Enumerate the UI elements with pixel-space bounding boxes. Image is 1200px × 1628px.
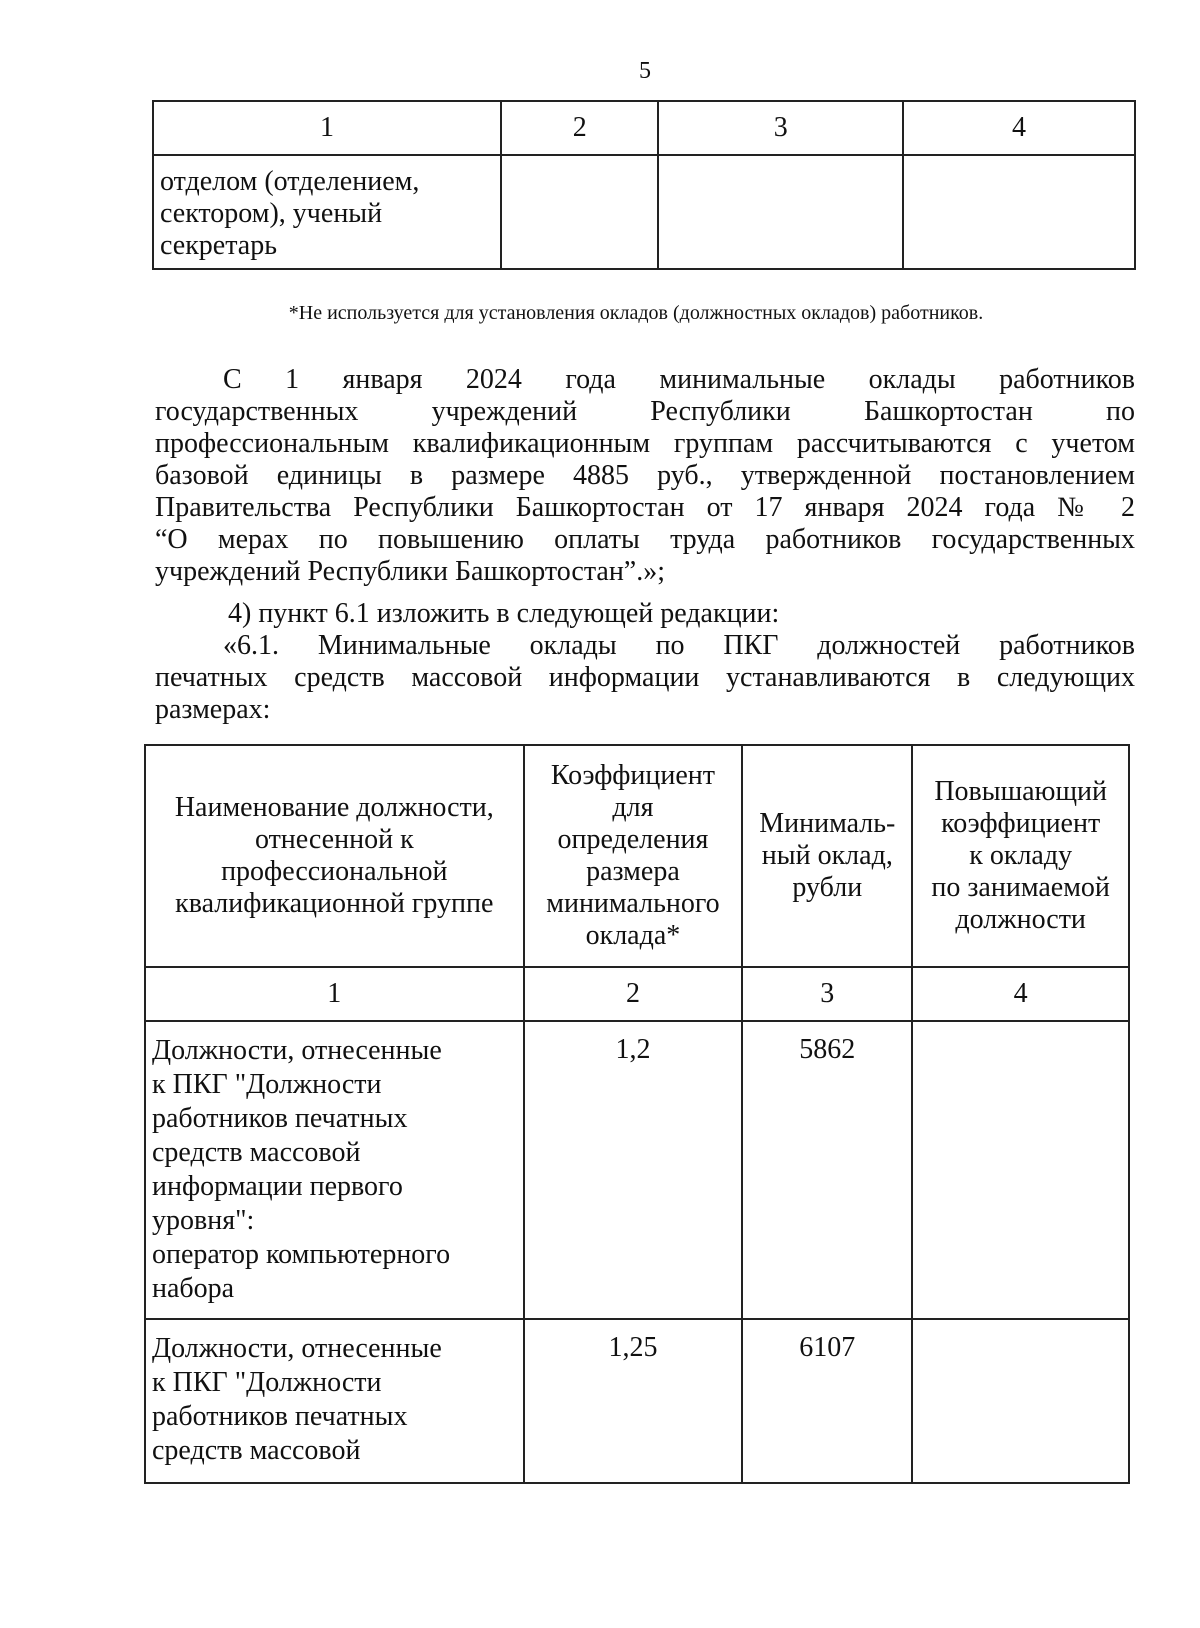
paragraph-line: учреждений Республики Башкортостан”.»; <box>155 556 666 587</box>
column-number: 1 <box>153 101 501 155</box>
column-number: 3 <box>658 101 902 155</box>
paragraph-line: размерах: <box>155 694 271 725</box>
header-line: Наименование должности, <box>174 792 494 823</box>
header-line: должности <box>955 904 1086 935</box>
paragraph-line: 4) пункт 6.1 изложить в следующей редакции: <box>228 598 780 629</box>
column-number: 4 <box>903 101 1135 155</box>
header-coefficient <box>524 745 743 967</box>
cell-line: средств массовой <box>152 1435 361 1466</box>
increase-coefficient-cell <box>912 1021 1129 1319</box>
column-number: 2 <box>524 967 743 1021</box>
continuation-table <box>152 100 1136 270</box>
header-line: рубли <box>792 872 863 903</box>
header-line: к окладу <box>969 840 1073 871</box>
header-line: ный оклад, <box>761 840 893 871</box>
intro-paragraph <box>155 364 1135 588</box>
cell-line: Должности, отнесенные <box>152 1035 442 1066</box>
cell-line: к ПКГ "Должности <box>152 1069 382 1100</box>
header-line: для <box>612 792 654 823</box>
position-name-cell <box>145 1021 524 1319</box>
header-line: Коэффициент <box>550 760 716 791</box>
header-line: отнесенной к <box>254 824 414 855</box>
paragraph-line: печатных средств массовой информации устанавливаются в следующих <box>155 662 1135 693</box>
table-row <box>145 1021 1129 1319</box>
header-line: размера <box>586 856 680 887</box>
header-line: квалификационной группе <box>175 888 494 919</box>
column-numbers-row <box>145 967 1129 1021</box>
header-min-salary <box>742 745 912 967</box>
column-number: 2 <box>501 101 658 155</box>
column-number: 3 <box>742 967 912 1021</box>
cell-line: к ПКГ "Должности <box>152 1367 382 1398</box>
salary-cell: 5862 <box>742 1021 912 1319</box>
salary-table <box>144 744 1130 1484</box>
paragraph-line: “О мерах по повышению оплаты труда работников государственных <box>155 524 1135 555</box>
header-line: коэффициент <box>941 808 1101 839</box>
table-header-row <box>153 101 1135 155</box>
table-row <box>153 155 1135 269</box>
column-number: 4 <box>912 967 1129 1021</box>
header-increase-coefficient <box>912 745 1129 967</box>
paragraph-line: С 1 января 2024 года минимальные оклады работников <box>223 364 1135 395</box>
empty-cell <box>903 155 1135 269</box>
cell-line: сектором), ученый <box>160 198 383 229</box>
table-header-row <box>145 745 1129 967</box>
increase-coefficient-cell <box>912 1319 1129 1483</box>
amendment-item <box>228 598 1128 630</box>
header-line: Повышающий <box>934 776 1108 807</box>
paragraph-line: профессиональным квалификационным группам рассчитываются с учетом <box>155 428 1135 459</box>
cell-line: набора <box>152 1273 235 1304</box>
salary-cell: 6107 <box>742 1319 912 1483</box>
paragraph-line: Правительства Республики Башкортостан от 17 января 2024 года № 2 <box>155 492 1135 523</box>
empty-cell <box>501 155 658 269</box>
paragraph-line: государственных учреждений Республики Башкортостан по <box>155 396 1135 427</box>
cell-line: работников печатных <box>152 1401 408 1432</box>
cell-line: отделом (отделением, <box>160 166 420 197</box>
coefficient-cell: 1,2 <box>524 1021 743 1319</box>
header-line: оклада* <box>585 920 681 951</box>
cell-line: работников печатных <box>152 1103 408 1134</box>
position-name-cell <box>153 155 501 269</box>
cell-line: информации первого <box>152 1171 403 1202</box>
coefficient-cell: 1,25 <box>524 1319 743 1483</box>
position-name-cell <box>145 1319 524 1483</box>
header-line: определения <box>557 824 709 855</box>
header-line: по занимаемой <box>931 872 1110 903</box>
header-line: минимального <box>546 888 720 919</box>
point-paragraph <box>155 630 1135 726</box>
paragraph-line: базовой единицы в размере 4885 руб., утвержденной постановлением <box>155 460 1135 491</box>
header-line: профессиональной <box>221 856 448 887</box>
header-position-name <box>145 745 524 967</box>
paragraph-line: «6.1. Минимальные оклады по ПКГ должностей работников <box>223 630 1135 661</box>
cell-line: уровня": <box>152 1205 255 1236</box>
cell-line: оператор компьютерного <box>152 1239 451 1270</box>
cell-line: секретарь <box>160 230 278 261</box>
header-line: Минималь- <box>759 808 896 839</box>
column-number: 1 <box>145 967 524 1021</box>
page-number: 5 <box>639 58 651 84</box>
table-row <box>145 1319 1129 1483</box>
cell-line: Должности, отнесенные <box>152 1333 442 1364</box>
cell-line: средств массовой <box>152 1137 361 1168</box>
footnote: *Не используется для установления окладов (должностных окладов) работников. <box>288 302 984 324</box>
empty-cell <box>658 155 902 269</box>
